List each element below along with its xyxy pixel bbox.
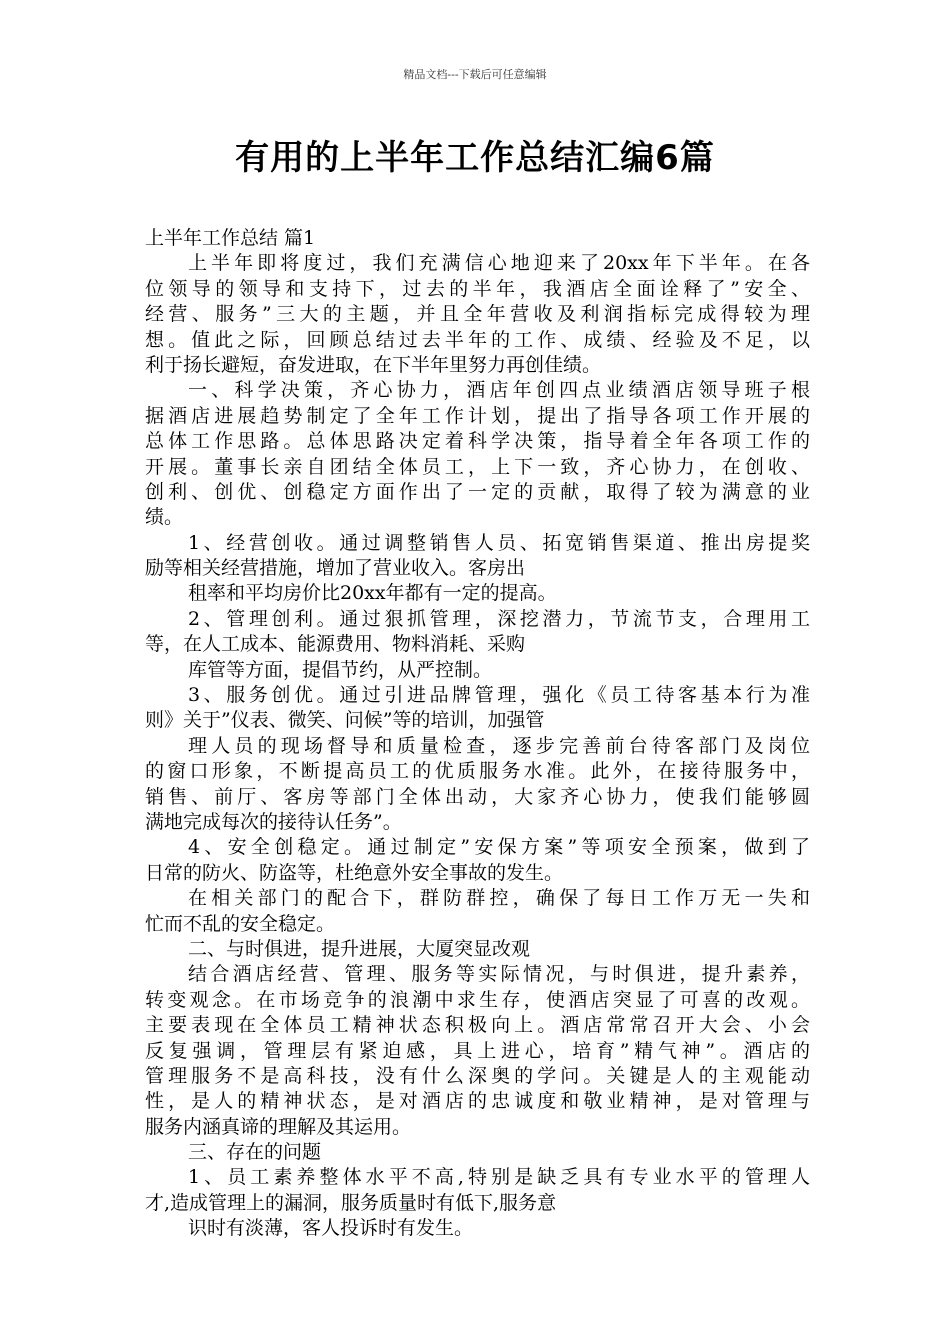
- body-line: 1、员工素养整体水平不高,特别是缺乏具有专业水平的管理人: [188, 1166, 810, 1189]
- body-line: 则》关于”仪表、微笑、问候”等的培训，加强管: [145, 709, 545, 732]
- body-line: 2、管理创利。通过狠抓管理，深挖潜力，节流节支，合理用工: [188, 607, 810, 630]
- body-line: 性，是人的精神状态，是对酒店的忠诚度和敬业精神，是对管理与: [145, 1090, 810, 1113]
- body-line: 上半年即将度过，我们充满信心地迎来了20xx年下半年。在各: [188, 252, 810, 275]
- body-line: 1、经营创收。通过调整销售人员、拓宽销售渠道、推出房提奖: [188, 531, 810, 554]
- header-note: 精品文档---下载后可任意编辑: [403, 68, 547, 81]
- body-line: 励等相关经营措施，增加了营业收入。客房出: [145, 557, 526, 580]
- body-line: 3、服务创优。通过引进品牌管理，强化《员工待客基本行为准: [188, 684, 810, 707]
- body-line: 结合酒店经营、管理、服务等实际情况，与时俱进，提升素养，: [188, 963, 810, 986]
- body-line: 利于扬长避短，奋发进取，在下半年里努力再创佳绩。: [145, 353, 602, 376]
- body-line: 4、安全创稳定。通过制定”安保方案”等项安全预案，做到了: [188, 836, 810, 859]
- body-line: 反复强调，管理层有紧迫感，具上进心，培育”精气神”。酒店的: [145, 1039, 810, 1062]
- body-line: 在相关部门的配合下，群防群控，确保了每日工作万无一失和: [188, 887, 810, 910]
- body-line: 创利、创优、创稳定方面作出了一定的贡献，取得了较为满意的业: [145, 480, 810, 503]
- body-line: 据酒店进展趋势制定了全年工作计划，提出了指导各项工作开展的: [145, 404, 810, 427]
- body-line: 二、与时俱进，提升进展，大厦突显改观: [188, 937, 531, 960]
- body-line: 一、科学决策，齐心协力，酒店年创四点业绩酒店领导班子根: [188, 379, 810, 402]
- body-line: 忙而不乱的安全稳定。: [145, 912, 336, 935]
- document-title: 有用的上半年工作总结汇编6篇: [235, 138, 715, 178]
- body-line: 满地完成每次的接待认任务”。: [145, 810, 402, 833]
- body-line: 绩。: [145, 506, 184, 529]
- body-line: 才,造成管理上的漏洞，服务质量时有低下,服务意: [145, 1191, 557, 1214]
- body-line: 日常的防火、防盗等，杜绝意外安全事故的发生。: [145, 861, 564, 884]
- document-body: [145, 226, 810, 1242]
- body-line: 库管等方面，提倡节约，从严控制。: [188, 658, 493, 681]
- body-line: 想。值此之际，回顾总结过去半年的工作、成绩、经验及不足，以: [145, 328, 810, 351]
- body-line: 理人员的现场督导和质量检查，逐步完善前台待客部门及岗位: [188, 734, 810, 757]
- body-line: 位领导的领导和支持下，过去的半年，我酒店全面诠释了”安全、: [145, 277, 810, 300]
- body-line: 转变观念。在市场竞争的浪潮中求生存，使酒店突显了可喜的改观。: [145, 988, 810, 1011]
- body-line: 开展。董事长亲自团结全体员工，上下一致，齐心协力，在创收、: [145, 455, 810, 478]
- body-line: 上半年工作总结 篇1: [145, 227, 316, 249]
- body-line: 租率和平均房价比20xx年都有一定的提高。: [188, 582, 557, 605]
- body-line: 主要表现在全体员工精神状态积极向上。酒店常常召开大会、小会: [145, 1014, 810, 1037]
- body-line: 识时有淡薄，客人投诉时有发生。: [188, 1217, 474, 1240]
- body-line: 三、存在的问题: [188, 1141, 322, 1164]
- body-line: 总体工作思路。总体思路决定着科学决策，指导着全年各项工作的: [145, 430, 810, 453]
- body-line: 管理服务不是高科技，没有什么深奥的学问。关键是人的主观能动: [145, 1064, 810, 1087]
- body-line: 经营、服务”三大的主题，并且全年营收及利润指标完成得较为理: [145, 303, 810, 326]
- body-line: 服务内涵真谛的理解及其运用。: [145, 1115, 412, 1138]
- body-line: 等，在人工成本、能源费用、物料消耗、采购: [145, 633, 526, 656]
- body-line: 销售、前厅、客房等部门全体出动，大家齐心协力，使我们能够圆: [145, 785, 810, 808]
- body-line: 的窗口形象，不断提高员工的优质服务水准。此外，在接待服务中，: [145, 760, 810, 783]
